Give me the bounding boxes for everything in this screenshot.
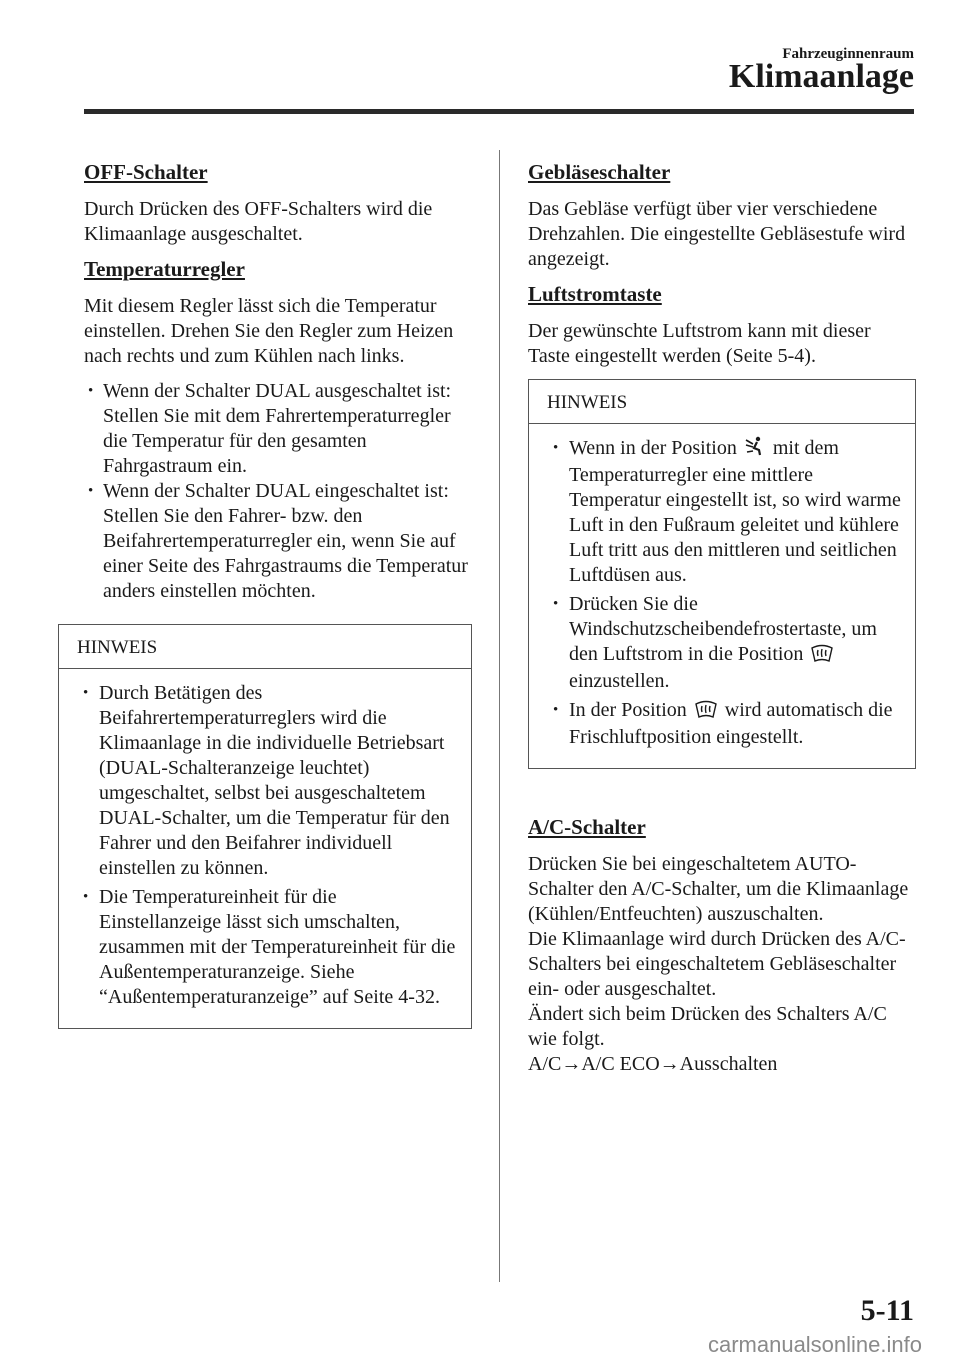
- dual-on-instruction: Stellen Sie den Fahrer- bzw. den Beifahrertemperaturregler ein, wenn Sie auf einer Seite des Fahrgastraums die Temperatur anders einstellen möchten.: [103, 505, 468, 602]
- temperature-control-heading: Temperaturregler: [84, 257, 245, 281]
- note-title: HINWEIS: [59, 625, 471, 669]
- dual-off-condition: Wenn der Schalter DUAL ausgeschaltet ist:: [103, 380, 452, 402]
- list-item: [547, 436, 905, 588]
- header-rule: [84, 109, 914, 114]
- list-item: [84, 379, 472, 479]
- note-title: HINWEIS: [529, 380, 915, 424]
- note-list: [547, 436, 905, 750]
- airflow-button-text: Der gewünschte Luftstrom kann mit dieser Taste eingestellt werden (Seite 5-4).: [528, 320, 871, 367]
- list-item: [84, 479, 472, 604]
- left-column: [77, 160, 472, 1049]
- list-item: • Durch Betätigen des Beifahrertemperaturreglers wird die Klimaanlage in die individuelle Betriebsart (DUAL-Schalteranzeige leuchtet) umgeschaltet, selbst bei ausgeschaltetem DUAL-Schalter, um die Temperatur für den Fahrer und den Beifahrer individuell einstellen zu können.: [77, 681, 461, 881]
- watermark-link[interactable]: carmanualsonline.info: [707, 1332, 922, 1357]
- note-text: Wenn in der Position: [569, 437, 737, 459]
- bi-level-airflow-icon: [744, 436, 766, 463]
- page-number: 5-11: [860, 1294, 914, 1327]
- right-column: [528, 160, 916, 1077]
- note-text: Drücken Sie die Windschutzscheibendefrostertaste, um den Luftstrom in die Position: [569, 593, 877, 665]
- ac-switch-text: [528, 852, 916, 1077]
- note-box-right: [528, 379, 916, 769]
- ac-switch-heading: A/C-Schalter: [528, 815, 646, 839]
- ac-text-3: Ändert sich beim Drücken des Schalters A/C wie folgt.: [528, 1003, 887, 1050]
- off-switch-heading: OFF-Schalter: [84, 160, 208, 184]
- windshield-defrost-icon: [810, 644, 834, 669]
- fan-switch-heading: Gebläseschalter: [528, 160, 671, 184]
- windshield-defrost-icon: [694, 700, 718, 725]
- note-text: mit dem Temperaturregler eine mittlere Temperatur eingestellt ist, so wird warme Luft in den Fußraum geleitet und kühlere Luft tritt aus den mittleren und seitlichen Luftdüsen aus.: [569, 437, 901, 586]
- list-item: • Die Temperatureinheit für die Einstellanzeige lässt sich umschalten, zusammen mit der Temperatureinheit für die Außentemperaturanzeige. Siehe “Außentemperaturanzeige” auf Seite 4-32.: [77, 885, 461, 1010]
- dual-bullet-list: [84, 379, 472, 604]
- note-list: [77, 681, 461, 1010]
- ac-sequence: A/C→A/C ECO→Ausschalten: [528, 1053, 778, 1075]
- note-text: einzustellen.: [569, 670, 670, 692]
- header-section-label: Fahrzeuginnenraum: [782, 46, 914, 62]
- ac-text-2: Die Klimaanlage wird durch Drücken des A/C-Schalters bei eingeschaltetem Gebläseschalter ein- oder ausgeschaltet.: [528, 928, 906, 1000]
- note-box-left: [58, 624, 472, 1029]
- dual-off-instruction: Stellen Sie mit dem Fahrertemperaturregler die Temperatur für den gesamten Fahrgastraum ein.: [103, 405, 451, 477]
- note-text: In der Position: [569, 699, 687, 721]
- airflow-button-heading: Luftstromtaste: [528, 282, 662, 306]
- list-item: [547, 698, 905, 750]
- page-title: Klimaanlage: [728, 58, 914, 95]
- list-item: [547, 592, 905, 694]
- temperature-control-text: Mit diesem Regler lässt sich die Temperatur einstellen. Drehen Sie den Regler zum Heizen nach rechts und zum Kühlen nach links.: [84, 295, 454, 367]
- note-text: wird automatisch die Frischluftposition eingestellt.: [569, 699, 893, 748]
- fan-switch-text: Das Gebläse verfügt über vier verschiedene Drehzahlen. Die eingestellte Gebläsestufe wird angezeigt.: [528, 198, 906, 270]
- dual-on-condition: Wenn der Schalter DUAL eingeschaltet ist:: [103, 480, 449, 502]
- off-switch-text: Durch Drücken des OFF-Schalters wird die Klimaanlage ausgeschaltet.: [84, 198, 433, 245]
- ac-text-1: Drücken Sie bei eingeschaltetem AUTO-Schalter den A/C-Schalter, um die Klimaanlage (Kühlen/Entfeuchten) auszuschalten.: [528, 853, 909, 925]
- column-divider: [499, 150, 500, 1282]
